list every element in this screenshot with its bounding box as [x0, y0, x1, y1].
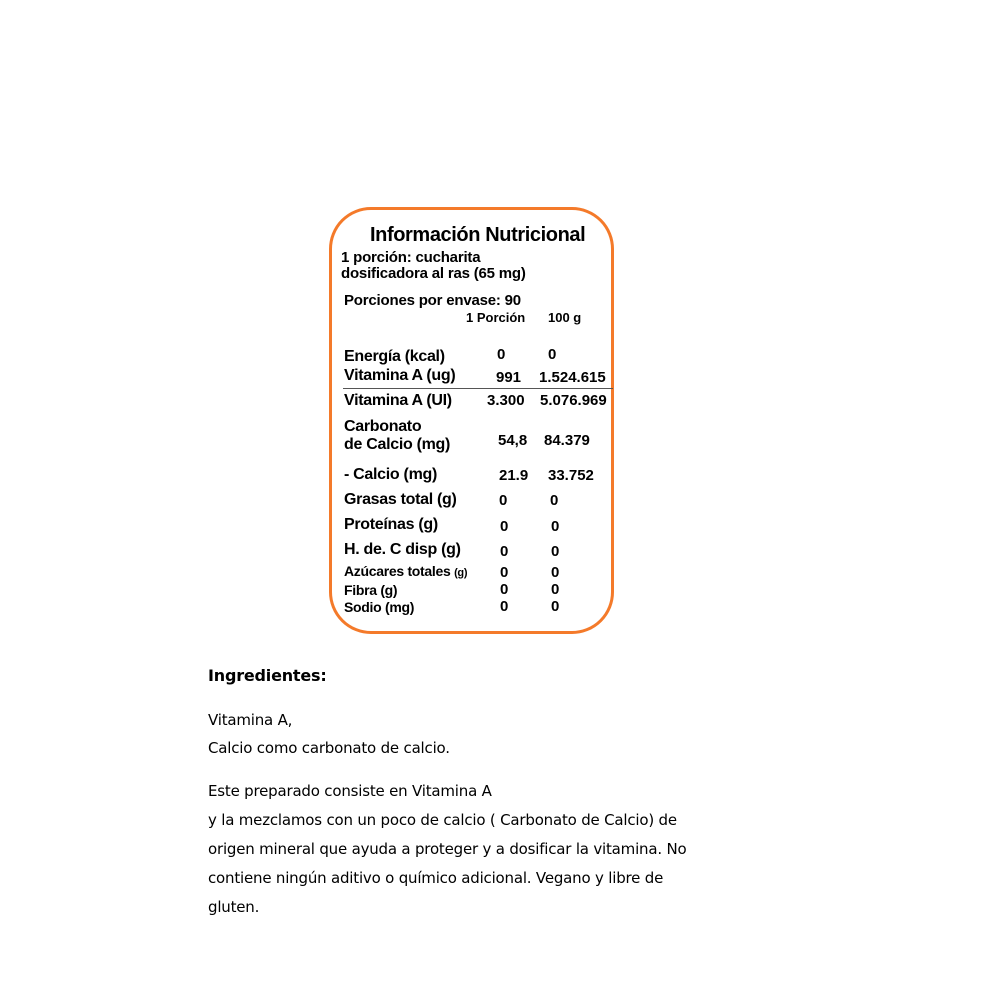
- label-title: Información Nutricional: [370, 224, 586, 246]
- row-value-total-sugars-100g: 0: [551, 564, 560, 581]
- row-value-total-fat-100g: 0: [550, 492, 559, 509]
- description-line: origen mineral que ayuda a proteger y a dosificar la vitamina. No: [208, 840, 687, 858]
- servings-per-package: Porciones por envase: 90: [344, 292, 521, 309]
- row-label-total-fat: Grasas total (g): [344, 491, 457, 508]
- ingredients-heading: Ingredientes:: [208, 666, 327, 685]
- table-divider: [343, 388, 613, 389]
- row-label-total-sugars-unit: (g): [454, 567, 468, 579]
- column-header-portion: 1 Porción: [466, 310, 526, 325]
- serving-size-line2: dosificadora al ras (65 mg): [341, 265, 526, 282]
- row-value-sodium-portion: 0: [500, 598, 509, 615]
- row-value-calcium-portion: 21.9: [499, 467, 529, 484]
- row-label-calcium-carbonate-line2: de Calcio (mg): [344, 436, 451, 453]
- row-value-vitamin-a-ui-100g: 5.076.969: [540, 392, 607, 409]
- row-label-total-sugars: [344, 564, 467, 579]
- row-value-vitamin-a-ug-portion: 991: [496, 369, 522, 386]
- row-value-calcium-carbonate-100g: 84.379: [544, 432, 590, 449]
- row-value-fiber-100g: 0: [551, 581, 560, 598]
- description-line: contiene ningún aditivo o químico adicional. Vegano y libre de: [208, 869, 664, 887]
- row-label-calcium: - Calcio (mg): [344, 466, 437, 483]
- row-value-total-sugars-portion: 0: [500, 564, 509, 581]
- column-header-100g: 100 g: [548, 310, 582, 325]
- row-label-carbohydrates: H. de. C disp (g): [344, 541, 461, 558]
- row-value-sodium-100g: 0: [551, 598, 560, 615]
- description-line: Este preparado consiste en Vitamina A: [208, 782, 492, 800]
- row-value-calcium-100g: 33.752: [548, 467, 594, 484]
- row-label-total-sugars-text: Azúcares totales: [344, 563, 451, 579]
- row-label-vitamin-a-ug: Vitamina A (ug): [344, 367, 456, 384]
- row-value-total-fat-portion: 0: [499, 492, 508, 509]
- serving-size-line1: 1 porción: cucharita: [341, 249, 481, 266]
- row-value-protein-100g: 0: [551, 518, 560, 535]
- row-label-fiber: Fibra (g): [344, 582, 398, 598]
- row-label-energy: Energía (kcal): [344, 348, 445, 365]
- row-label-calcium-carbonate-line1: Carbonato: [344, 418, 422, 435]
- description-line: y la mezclamos con un poco de calcio ( Carbonato de Calcio) de: [208, 811, 677, 829]
- row-value-carbohydrates-100g: 0: [551, 543, 560, 560]
- row-label-sodium: Sodio (mg): [344, 599, 415, 615]
- row-value-vitamin-a-ug-100g: 1.524.615: [539, 369, 606, 386]
- row-label-vitamin-a-ui: Vitamina A (UI): [344, 392, 452, 409]
- ingredient-line: Vitamina A,: [208, 711, 293, 729]
- row-value-protein-portion: 0: [500, 518, 509, 535]
- row-value-carbohydrates-portion: 0: [500, 543, 509, 560]
- row-value-energy-portion: 0: [497, 346, 506, 363]
- description-line: gluten.: [208, 898, 260, 916]
- row-value-vitamin-a-ui-portion: 3.300: [487, 392, 525, 409]
- row-value-energy-100g: 0: [548, 346, 557, 363]
- row-label-protein: Proteínas (g): [344, 516, 438, 533]
- row-value-calcium-carbonate-portion: 54,8: [498, 432, 528, 449]
- ingredient-line: Calcio como carbonato de calcio.: [208, 739, 450, 757]
- row-value-fiber-portion: 0: [500, 581, 509, 598]
